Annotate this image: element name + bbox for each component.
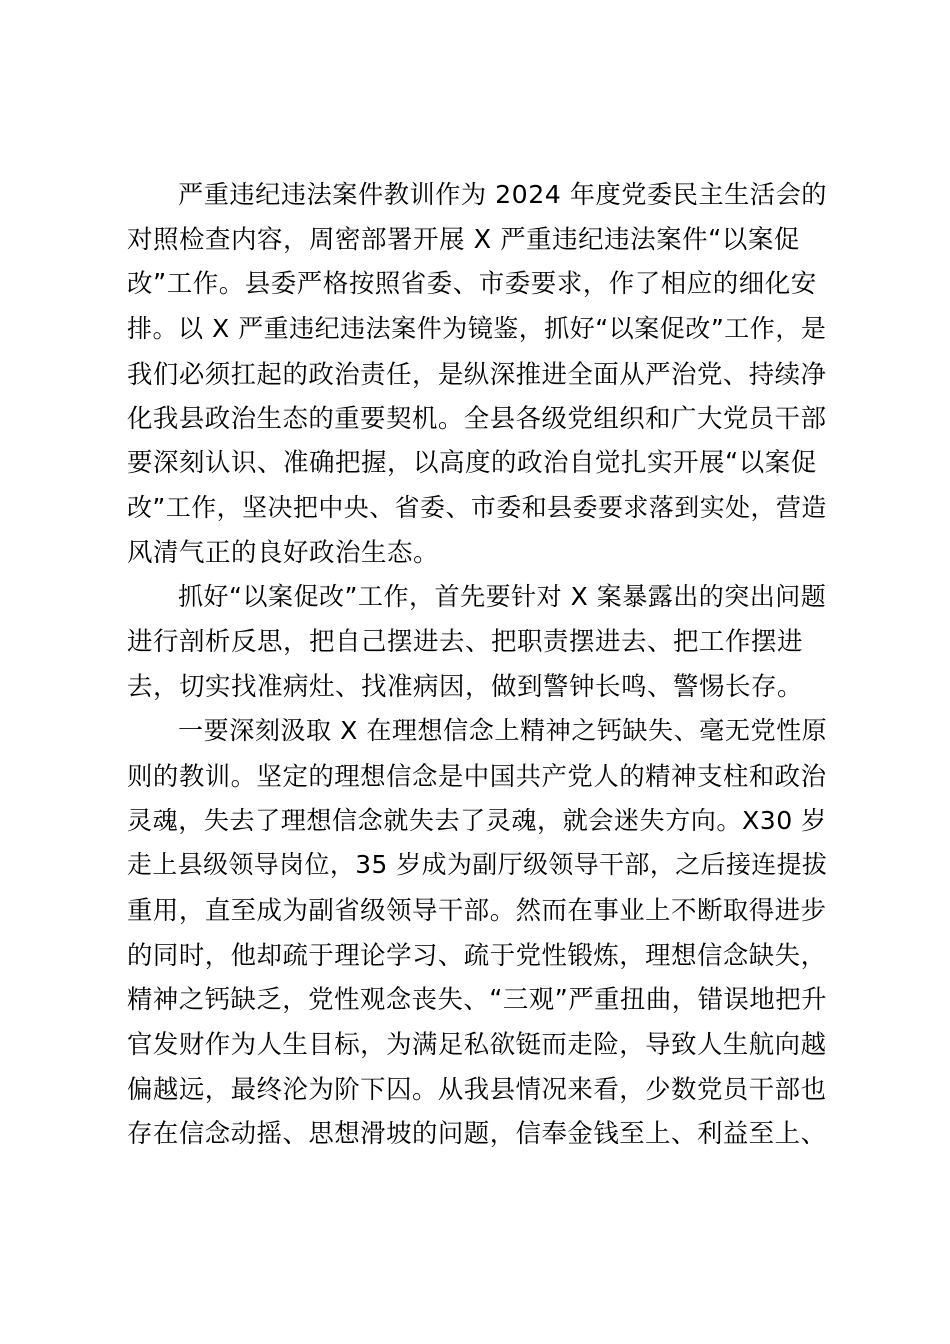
text-line: 偏越远，最终沦为阶下囚。从我县情况来看，少数党员干部也 bbox=[127, 1073, 827, 1104]
text-line: 官发财作为人生目标，为满足私欲铤而走险，导致人生航向越 bbox=[127, 1029, 827, 1060]
text-line: 改”工作，坚决把中央、省委、市委和县委要求落到实处，营造 bbox=[127, 492, 827, 522]
text-line: 存在信念动摇、思想滑坡的问题，信奉金钱至上、利益至上、 bbox=[127, 1118, 827, 1149]
text-line: 要深刻认识、准确把握，以高度的政治自觉扎实开展“以案促 bbox=[127, 448, 817, 479]
document-body bbox=[127, 173, 827, 1156]
text-line: 对照检查内容，周密部署开展 X 严重违纪违法案件“以案促 bbox=[127, 224, 800, 255]
text-line: 排。以 X 严重违纪违法案件为镜鉴，抓好“以案促改”工作，是 bbox=[127, 314, 827, 344]
text-line: 我们必须扛起的政治责任，是纵深推进全面从严治党、持续净 bbox=[127, 358, 827, 389]
text-line: 去，切实找准病灶、找准病因，做到警钟长鸣、警惕长存。 bbox=[127, 671, 804, 702]
text-line: 一要深刻汲取 X 在理想信念上精神之钙缺失、毫无党性原 bbox=[178, 716, 828, 746]
text-line: 进行剖析反思，把自己摆进去、把职责摆进去、把工作摆进 bbox=[127, 626, 804, 657]
text-line: 改”工作。县委严格按照省委、市委要求，作了相应的细化安 bbox=[127, 269, 817, 300]
text-line: 抓好“以案促改”工作，首先要针对 X 案暴露出的突出问题 bbox=[178, 582, 827, 612]
text-line: 风清气正的良好政治生态。 bbox=[127, 537, 440, 568]
text-line: 重用，直至成为副省级领导干部。然而在事业上不断取得进步 bbox=[127, 895, 827, 925]
text-line: 严重违纪违法案件教训作为 2024 年度党委民主生活会的 bbox=[178, 180, 828, 209]
text-line: 灵魂，失去了理想信念就失去了灵魂，就会迷失方向。X30 岁 bbox=[127, 805, 827, 835]
text-line: 走上县级领导岗位，35 岁成为副厅级领导干部，之后接连提拔 bbox=[127, 850, 828, 880]
text-line: 则的教训。坚定的理想信念是中国共产党人的精神支柱和政治 bbox=[127, 760, 827, 791]
text-line: 的同时，他却疏于理论学习、疏于党性锻炼，理想信念缺失， bbox=[127, 939, 827, 970]
text-line: 化我县政治生态的重要契机。全县各级党组织和广大党员干部 bbox=[127, 403, 827, 434]
text-line: 精神之钙缺乏，党性观念丧失、“三观”严重扭曲，错误地把升 bbox=[127, 984, 828, 1015]
